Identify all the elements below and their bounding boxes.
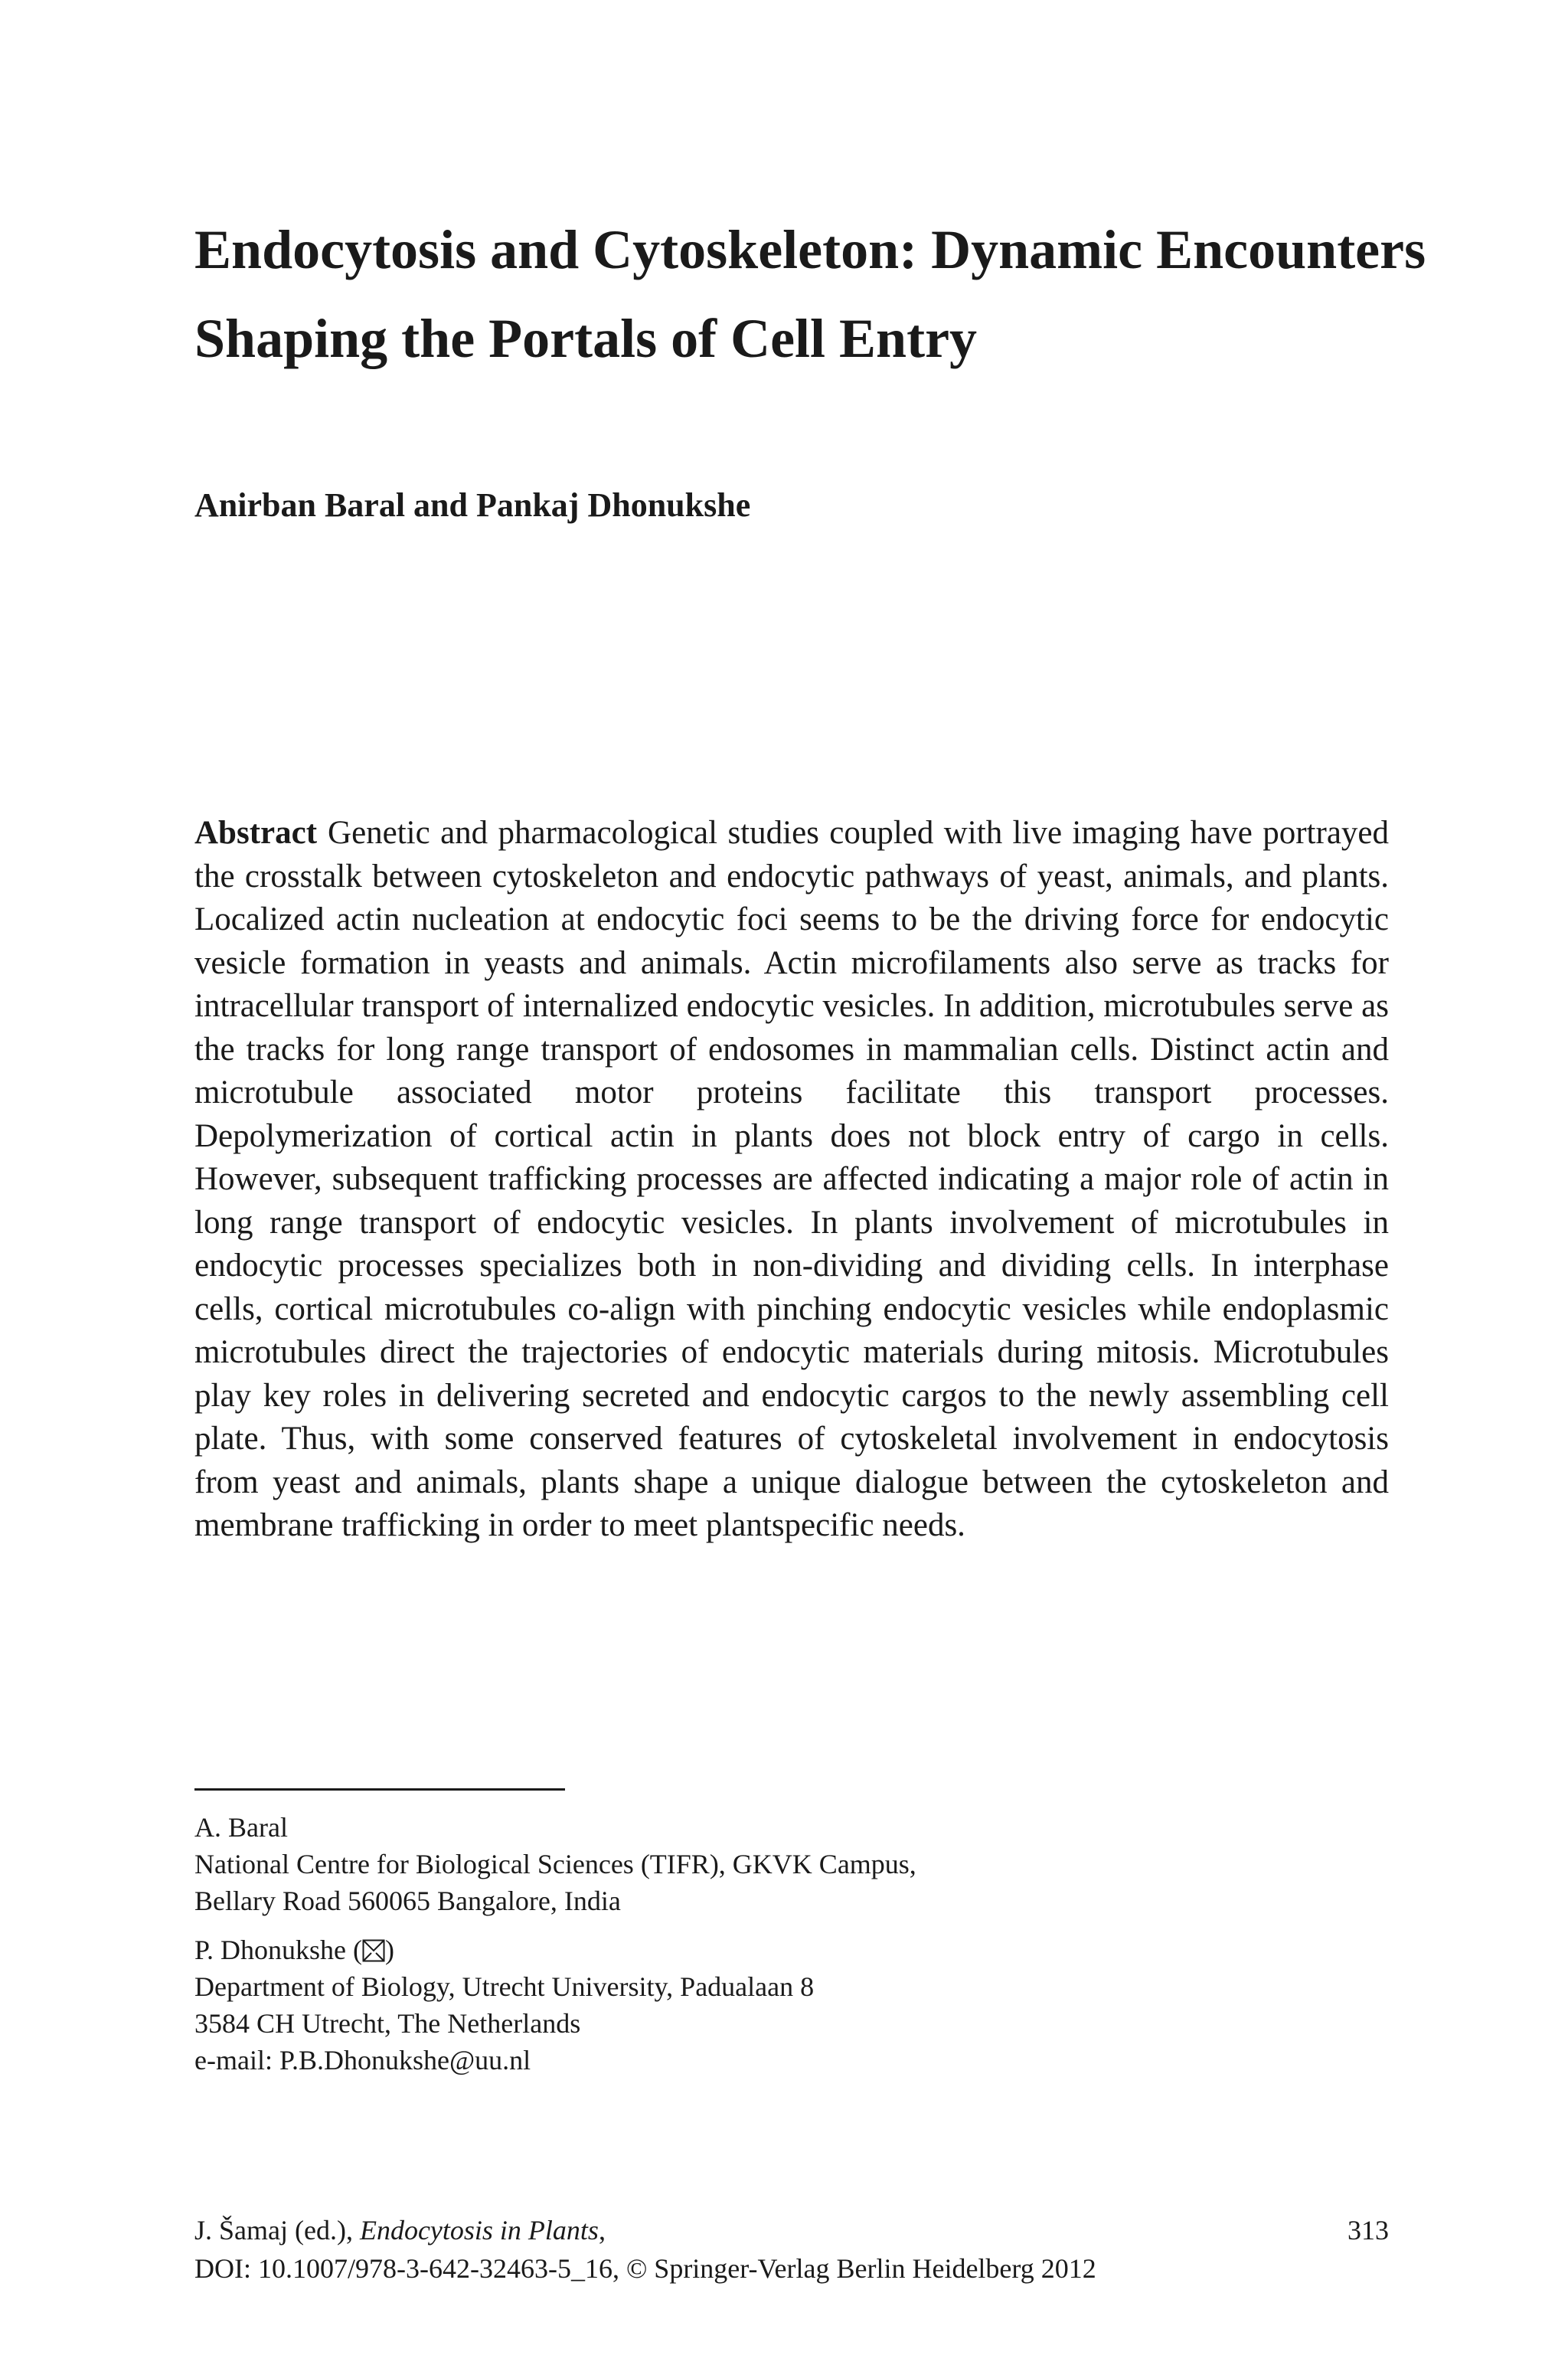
abstract-text: Genetic and pharmacological studies coupled with live imaging have portrayed the crosstalk between cytoskeleton and endocytic pathways of yeast, animals, and plants. Localized actin nucleation at endocytic foci seems to be the driving force for endocytic vesicle formation in yeasts and animals. Actin microfilaments also serve as tracks for intracellular transport of internalized endocytic vesicles. In addition, microtubules serve as the tracks for long range transport of endosomes in mammalian cells. Distinct actin and microtubule associated motor proteins facilitate this transport processes. Depolymerization of cortical actin in plants does not block entry of cargo in cells. However, subsequent trafficking processes are affected indicating a major role of actin in long range transport of endocytic vesicles. In plants involvement of microtubules in endocytic processes specializes both in non-dividing and dividing cells. In interphase cells, cortical microtubules co-align with pinching endocytic vesicles while endoplasmic microtubules direct the trajectories of endocytic materials during mitosis. Microtubules play key roles in delivering secreted and endocytic cargos to the newly assembling cell plate. Thus, with some conserved features of cytoskeletal involvement in endocytosis from yeast and animals, plants shape a unique dialogue between the cytoskeleton and membrane trafficking in order to meet plantspecific needs.	[194, 815, 1389, 1543]
affiliation-name-close: )	[385, 1935, 395, 1965]
affiliation-name: P. Dhonukshe (	[194, 1935, 363, 1965]
citation-punct: ,	[598, 2215, 606, 2246]
page-number: 313	[1348, 2215, 1389, 2246]
citation-line	[194, 2212, 606, 2249]
citation-editor: J. Šamaj (ed.),	[194, 2215, 360, 2246]
affiliation-line: 3584 CH Utrecht, The Netherlands	[194, 2008, 581, 2039]
abstract-label: Abstract	[194, 815, 318, 851]
affiliation-dhonukshe	[194, 1932, 1343, 2079]
email-address[interactable]: e-mail: P.B.Dhonukshe@uu.nl	[194, 2045, 531, 2075]
abstract	[194, 812, 1389, 1548]
chapter-title: Endocytosis and Cytoskeleton: Dynamic Encounters Shaping the Portals of Cell Entry	[194, 219, 1426, 369]
authors: Anirban Baral and Pankaj Dhonukshe	[194, 486, 751, 524]
affiliation-line: National Centre for Biological Sciences (TIFR), GKVK Campus,	[194, 1849, 916, 1879]
footnote-rule	[194, 1788, 565, 1791]
affiliation-baral	[194, 1809, 1343, 1919]
affiliation-line: Department of Biology, Utrecht University, Padualaan 8	[194, 1971, 815, 2002]
affiliation-name: A. Baral	[194, 1812, 288, 1843]
affiliation-name-row	[194, 1932, 1343, 1968]
affiliation-line: Bellary Road 560065 Bangalore, India	[194, 1886, 621, 1916]
book-title: Endocytosis in Plants	[359, 2215, 599, 2246]
envelope-icon	[362, 1939, 385, 1962]
doi-line: DOI: 10.1007/978-3-642-32463-5_16, © Springer-Verlag Berlin Heidelberg 2012	[194, 2253, 1096, 2284]
